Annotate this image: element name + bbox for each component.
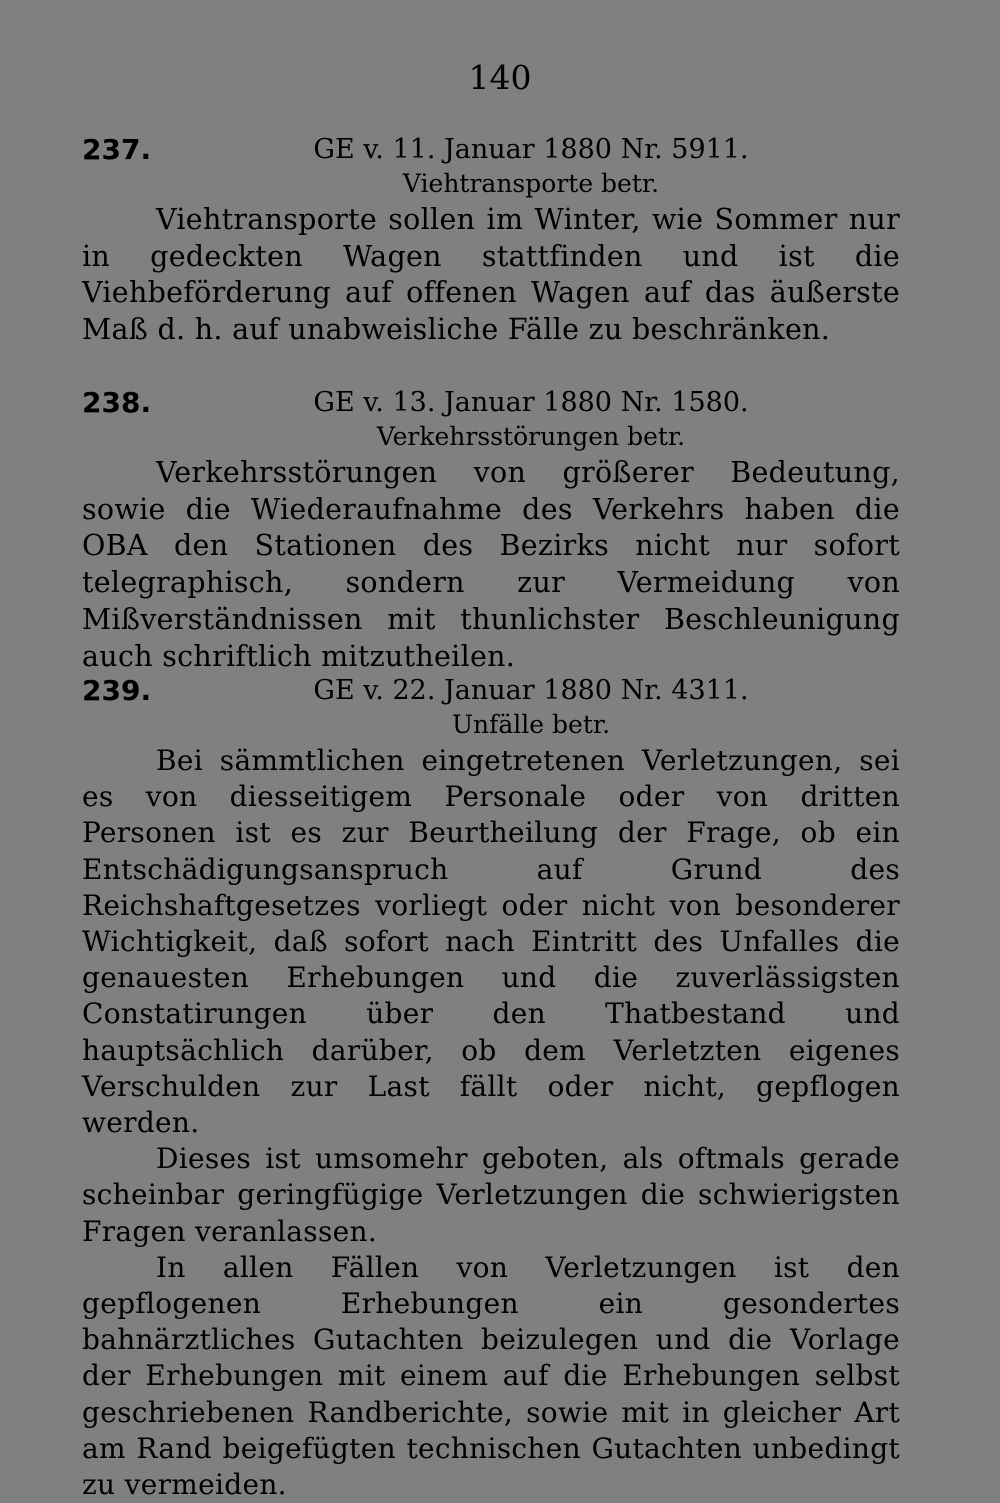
- section-number: 239.: [82, 674, 152, 707]
- section-reference: GE v. 11. Januar 1880 Nr. 5911.: [313, 134, 749, 165]
- section-238: [82, 385, 900, 675]
- section-heading: [82, 673, 900, 709]
- section-237: [82, 132, 900, 349]
- section-heading: [82, 132, 900, 168]
- section-subject: Viehtransporte betr.: [402, 169, 660, 198]
- section-reference: GE v. 22. Januar 1880 Nr. 4311.: [313, 675, 749, 706]
- section-subject: Unfälle betr.: [451, 710, 611, 739]
- section-heading: [82, 385, 900, 421]
- section-number: 238.: [82, 386, 152, 419]
- section-reference: GE v. 13. Januar 1880 Nr. 1580.: [313, 387, 749, 418]
- section-paragraph: Verkehrsstörungen von größerer Bedeutung, sowie die Wiederaufnahme des Verkehrs haben die OBA den Stationen des Bezirks nicht nur sofort telegraphisch, sondern zur Vermeidung von Mißverständnissen mit thunlichster Beschleunigung auch schriftlich mitzutheilen.: [82, 456, 900, 673]
- section-subject: Verkehrsstörungen betr.: [376, 422, 686, 451]
- section-paragraph: In allen Fällen von Verletzungen ist den gepflogenen Erhebungen ein gesondertes bahnärztliches Gutachten beizulegen und die Vorlage der Erhebungen mit einem auf die Erhebungen selbst geschriebenen Randberichte, sowie mit in gleicher Art am Rand beigefügten technischen Gutachten unbedingt zu vermeiden.: [82, 1250, 900, 1502]
- section-paragraph: Dieses ist umsomehr geboten, als oftmals gerade scheinbar geringfügige Verletzungen die schwierigsten Fragen veranlassen.: [82, 1142, 900, 1248]
- page-number: 140: [468, 58, 532, 97]
- section-239: [82, 673, 900, 1503]
- section-paragraph: Viehtransporte sollen im Winter, wie Sommer nur in gedeckten Wagen stattfinden und ist die Viehbeförderung auf offenen Wagen auf das äußerste Maß d. h. auf unabweisliche Fälle zu beschränken.: [82, 203, 900, 347]
- section-paragraph: Bei sämmtlichen eingetretenen Verletzungen, sei es von diesseitigem Personale oder von dritten Personen ist es zur Beurtheilung der Frage, ob ein Entschädigungsanspruch auf Grund des Reichshaftgesetzes vorliegt oder nicht von besonderer Wichtigkeit, daß sofort nach Eintritt des Unfalles die genauesten Erhebungen und die zuverlässigsten Constatirungen über den Thatbestand und hauptsächlich darüber, ob dem Verletzten eigenes Verschulden zur Last fällt oder nicht, gepflogen werden.: [82, 744, 900, 1140]
- section-number: 237.: [82, 133, 152, 166]
